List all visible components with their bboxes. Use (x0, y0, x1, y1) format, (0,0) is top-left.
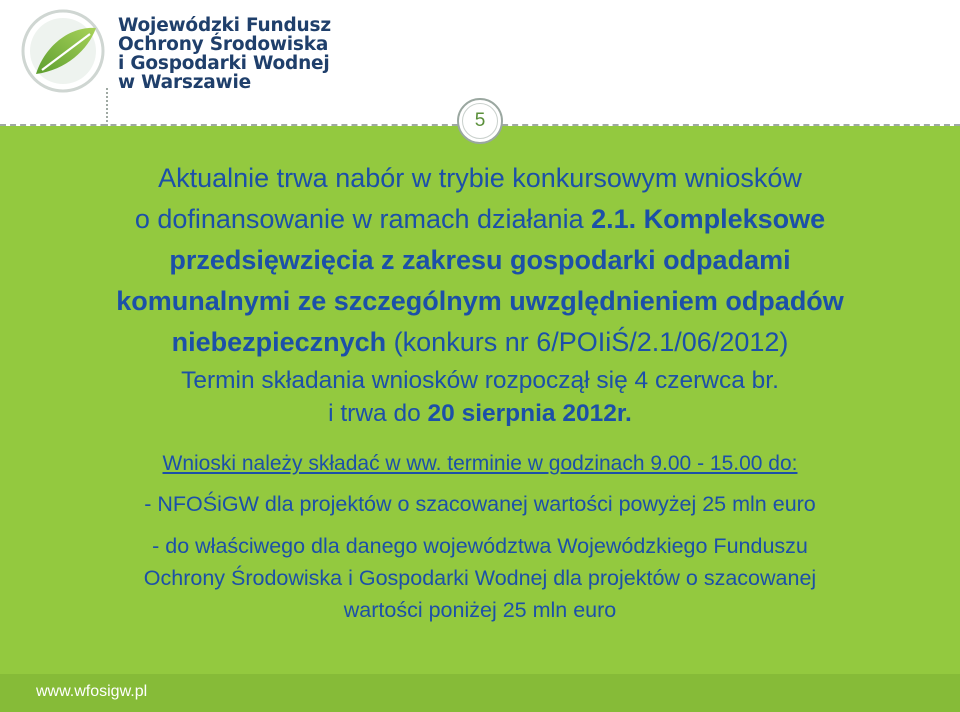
measure-number: 2.1. Kompleksowe (591, 204, 826, 234)
contest-number: (konkurs nr 6/POIiŚ/2.1/06/2012) (386, 327, 789, 357)
deadline-line-1: Termin składania wniosków rozpoczął się 4 czerwca br. (181, 367, 779, 394)
deadline-paragraph (40, 364, 920, 430)
logo-divider (106, 88, 108, 126)
page-number: 5 (474, 110, 486, 131)
announcement-line-5 (40, 322, 920, 363)
nfosigw-item (0, 490, 960, 519)
wfosigw-item-line-2: Ochrony Środowiska i Gospodarki Wodnej dla projektów o szacowanej (143, 566, 817, 590)
deadline-line-2-text: i trwa do (328, 400, 428, 427)
logo-line-2: Ochrony Środowiska (118, 34, 329, 55)
wfosigw-item-line-1: - do właściwego dla danego województwa Wojewódzkiego Funduszu (152, 534, 808, 558)
page-number-badge (457, 98, 503, 144)
nfosigw-item-text: - NFOŚiGW dla projektów o szacowanej wartości powyżej 25 mln euro (144, 492, 816, 516)
logo-line-3: i Gospodarki Wodnej (118, 53, 330, 74)
footer-url[interactable]: www.wfosigw.pl (36, 683, 148, 700)
deadline-line-2 (40, 397, 920, 430)
logo-text (118, 16, 331, 92)
submission-hours (0, 449, 960, 478)
submission-hours-text: Wnioski należy składać w ww. terminie w godzinach 9.00 - 15.00 do: (162, 452, 798, 475)
announcement-line-2 (40, 199, 920, 240)
logo-line-1: Wojewódzki Fundusz (118, 15, 331, 36)
logo-line-4: w Warszawie (118, 72, 251, 93)
leaf-circle-logo-icon (20, 8, 106, 94)
announcement-line-4: komunalnymi ze szczególnym uwzględnieniem odpadów (116, 286, 844, 316)
announcement-line-5-bold: niebezpiecznych (171, 327, 387, 357)
wfosigw-item (20, 530, 940, 626)
announcement-line-3: przedsięwzięcia z zakresu gospodarki odpadami (169, 245, 791, 275)
announcement-line-2-text: o dofinansowanie w ramach działania (134, 204, 592, 234)
deadline-date: 20 sierpnia 2012r. (427, 400, 632, 427)
wfosigw-item-line-3: wartości poniżej 25 mln euro (343, 598, 617, 622)
announcement-line-1: Aktualnie trwa nabór w trybie konkursowym wniosków (158, 163, 802, 193)
announcement-paragraph (40, 158, 920, 363)
